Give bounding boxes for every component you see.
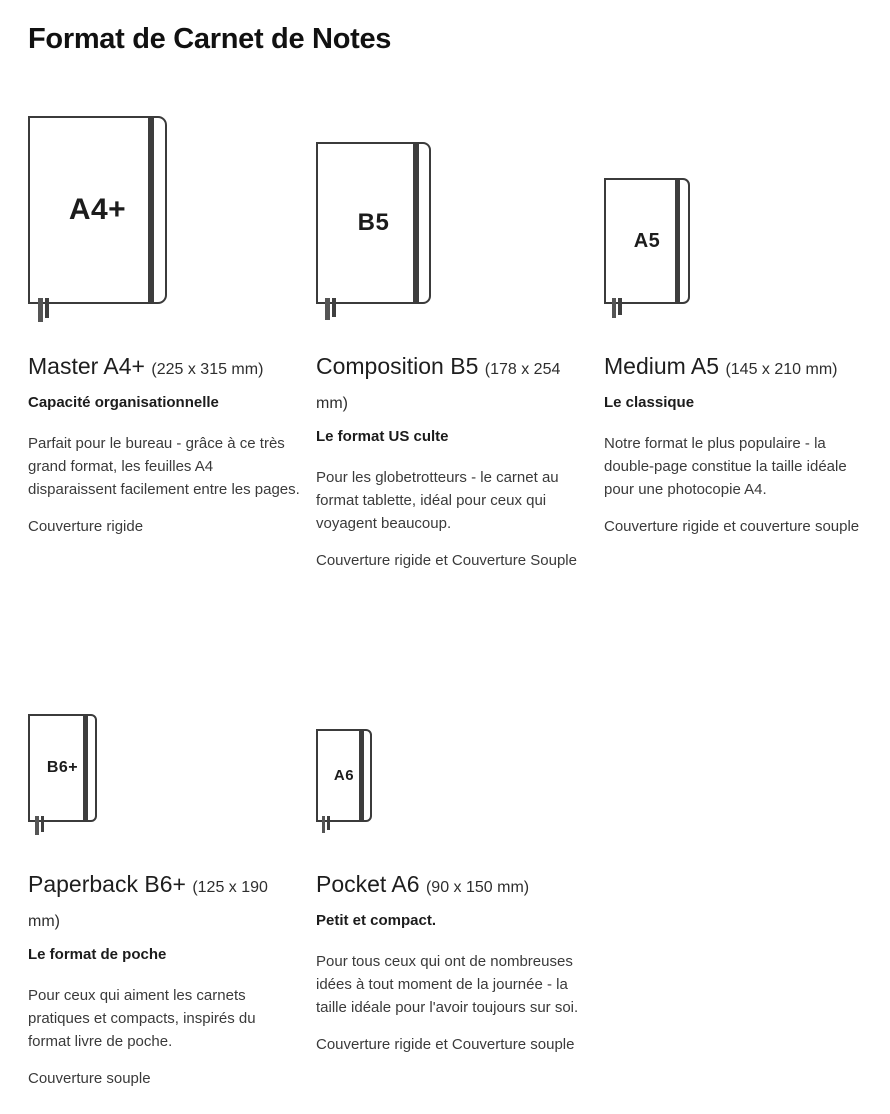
format-label: A6 xyxy=(333,767,355,784)
formats-row-1 xyxy=(28,56,884,572)
notebook-name xyxy=(316,869,588,903)
bookmark-ribbon xyxy=(38,298,43,322)
empty-cell xyxy=(604,710,884,1090)
notebook-card-paperback-b6plus xyxy=(28,710,308,1090)
notebook-name xyxy=(604,351,876,385)
notebook-name-text: Composition B5 xyxy=(316,353,479,379)
elastic-band xyxy=(83,716,88,820)
notebook-description: Parfait pour le bureau - grâce à ce très grand format, les feuilles A4 disparaissent facilement entre les pages. xyxy=(28,435,300,498)
notebook-description: Pour les globetrotteurs - le carnet au format tablette, idéal pour ceux qui voyagent beaucoup. xyxy=(316,469,559,532)
notebook-description: Pour ceux qui aiment les carnets pratiques et compacts, inspirés du format livre de poche. xyxy=(28,987,256,1050)
elastic-band xyxy=(148,118,154,302)
notebook-illustration-b5 xyxy=(316,114,588,304)
notebook-illustration-a5 xyxy=(604,114,876,304)
format-label: A5 xyxy=(633,229,661,252)
formats-row-2 xyxy=(28,710,884,1090)
notebook-dimensions: (178 x 254 mm) xyxy=(316,361,561,412)
notebook-card-composition-b5 xyxy=(316,56,596,572)
notebook-cover-b5 xyxy=(316,142,431,304)
bookmark-ribbon xyxy=(35,816,39,835)
notebook-name xyxy=(28,869,300,937)
notebook-name-text: Paperback B6+ xyxy=(28,871,186,897)
notebook-tagline: Capacité organisationnelle xyxy=(28,394,219,411)
notebook-tagline: Le format de poche xyxy=(28,946,167,963)
notebook-cover-options: Couverture rigide et Couverture souple xyxy=(316,1036,575,1053)
bookmark-ribbon xyxy=(322,816,325,833)
notebook-card-medium-a5 xyxy=(604,56,884,572)
notebook-cover-a4plus xyxy=(28,116,167,304)
notebook-name xyxy=(28,351,300,385)
notebook-cover-a6 xyxy=(316,729,372,822)
format-label: B5 xyxy=(357,209,390,236)
notebook-cover-a5 xyxy=(604,178,690,304)
notebook-tagline: Le format US culte xyxy=(316,428,449,445)
format-label: B6+ xyxy=(46,759,79,776)
notebook-tagline: Petit et compact. xyxy=(316,912,437,929)
notebook-cover-options: Couverture rigide et couverture souple xyxy=(604,518,860,535)
notebook-illustration-b6plus xyxy=(28,710,300,822)
notebook-card-pocket-a6 xyxy=(316,710,596,1090)
elastic-band xyxy=(413,144,419,302)
notebook-name-text: Master A4+ xyxy=(28,353,145,379)
notebook-name-text: Medium A5 xyxy=(604,353,720,379)
elastic-band xyxy=(359,731,364,820)
notebook-name xyxy=(316,351,588,419)
bookmark-ribbon xyxy=(327,816,330,830)
bookmark-ribbon xyxy=(612,298,616,318)
bookmark-ribbon xyxy=(41,816,44,832)
notebook-illustration-a4plus xyxy=(28,114,300,304)
elastic-band xyxy=(675,180,680,302)
notebook-description: Pour tous ceux qui ont de nombreuses idées à tout moment de la journée - la taille idéale pour l'avoir toujours sur soi. xyxy=(316,953,579,1016)
notebook-dimensions: (225 x 315 mm) xyxy=(151,361,264,378)
bookmark-ribbon xyxy=(325,298,330,320)
notebook-cover-b6plus xyxy=(28,714,97,822)
format-label: A4+ xyxy=(68,193,127,226)
notebook-dimensions: (125 x 190 mm) xyxy=(28,879,268,930)
notebook-illustration-a6 xyxy=(316,710,588,822)
notebook-dimensions: (145 x 210 mm) xyxy=(725,361,838,378)
notebook-cover-options: Couverture rigide xyxy=(28,518,144,535)
notebook-card-master-a4plus xyxy=(28,56,308,572)
bookmark-ribbon xyxy=(45,298,49,318)
notebook-cover-options: Couverture rigide et Couverture Souple xyxy=(316,552,577,569)
notebook-name-text: Pocket A6 xyxy=(316,871,420,897)
notebook-description: Notre format le plus populaire - la double-page constitue la taille idéale pour une photocopie A4. xyxy=(604,435,847,498)
notebook-cover-options: Couverture souple xyxy=(28,1070,151,1087)
bookmark-ribbon xyxy=(618,298,622,315)
notebook-dimensions: (90 x 150 mm) xyxy=(425,879,530,896)
page-title: Format de Carnet de Notes xyxy=(28,23,392,55)
bookmark-ribbon xyxy=(332,298,336,317)
notebook-tagline: Le classique xyxy=(604,394,695,411)
